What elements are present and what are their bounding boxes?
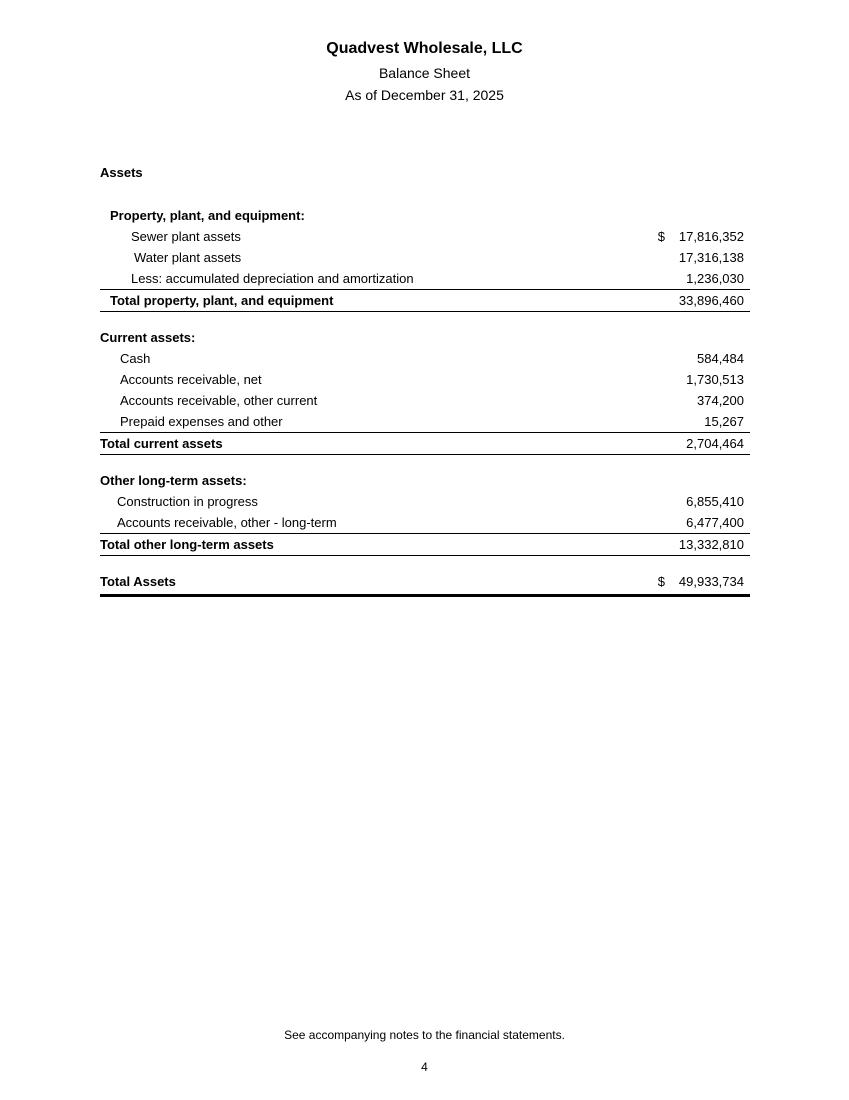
- balance-sheet-table: [100, 162, 750, 597]
- line-item-label: Less: accumulated depreciation and amortization: [131, 271, 414, 286]
- line-item-label: Construction in progress: [117, 494, 258, 509]
- line-item-amount: 1,730,513: [686, 372, 744, 387]
- spacer: [100, 556, 750, 571]
- line-item-label: Accounts receivable, net: [120, 372, 262, 387]
- currency-symbol: $: [657, 574, 665, 589]
- line-item-label: Sewer plant assets: [131, 229, 241, 244]
- line-item-amount: 374,200: [697, 393, 744, 408]
- table-row: [100, 411, 750, 432]
- line-item-amount: 6,477,400: [686, 515, 744, 530]
- table-row: [100, 247, 750, 268]
- line-item-label: Water plant assets: [134, 250, 242, 265]
- line-item-amount: 6,855,410: [686, 494, 744, 509]
- line-item-amount: 17,816,352: [678, 229, 744, 244]
- other-heading-row: [100, 470, 750, 491]
- company-name: Quadvest Wholesale, LLC: [326, 40, 523, 57]
- table-row: [100, 348, 750, 369]
- subtotal-amount: 33,896,460: [678, 293, 744, 308]
- line-item-label: Accounts receivable, other - long-term: [117, 515, 337, 530]
- subtotal-amount: 2,704,464: [686, 436, 744, 451]
- spacer: [100, 312, 750, 327]
- subtotal-label: Total property, plant, and equipment: [110, 293, 334, 308]
- table-row: [100, 512, 750, 533]
- total-assets-amount: 49,933,734: [678, 574, 744, 589]
- current-heading-row: [100, 327, 750, 348]
- line-item-label: Accounts receivable, other current: [120, 393, 318, 408]
- spacer: [100, 455, 750, 470]
- ppe-heading-row: [100, 205, 750, 226]
- table-row: [100, 268, 750, 289]
- line-item-amount: 15,267: [704, 414, 744, 429]
- subtotal-label: Total other long-term assets: [100, 537, 274, 552]
- table-row: [100, 390, 750, 411]
- subtotal-label: Total current assets: [100, 436, 223, 451]
- other-total-row: [100, 533, 750, 556]
- current-total-row: [100, 432, 750, 455]
- spacer: [100, 183, 750, 205]
- line-item-amount: 1,236,030: [686, 271, 744, 286]
- assets-title: Assets: [100, 165, 143, 180]
- table-row: [100, 369, 750, 390]
- total-assets-label: Total Assets: [100, 574, 176, 589]
- line-item-label: Prepaid expenses and other: [120, 414, 283, 429]
- footer-note: See accompanying notes to the financial statements.: [284, 1028, 565, 1042]
- table-row: [100, 491, 750, 512]
- statement-date: As of December 31, 2025: [345, 87, 504, 103]
- page-number: 4: [421, 1060, 428, 1074]
- other-heading: Other long-term assets:: [100, 473, 247, 488]
- currency-symbol: $: [657, 229, 665, 244]
- ppe-total-row: [100, 289, 750, 312]
- total-assets-row: [100, 571, 750, 597]
- ppe-heading: Property, plant, and equipment:: [110, 208, 305, 223]
- current-heading: Current assets:: [100, 330, 196, 345]
- table-row: [100, 226, 750, 247]
- line-item-label: Cash: [120, 351, 151, 366]
- line-item-amount: 17,316,138: [678, 250, 744, 265]
- subtotal-amount: 13,332,810: [678, 537, 744, 552]
- assets-title-row: [100, 162, 750, 183]
- statement-title: Balance Sheet: [378, 65, 471, 81]
- report-header: [0, 38, 849, 105]
- line-item-amount: 584,484: [697, 351, 744, 366]
